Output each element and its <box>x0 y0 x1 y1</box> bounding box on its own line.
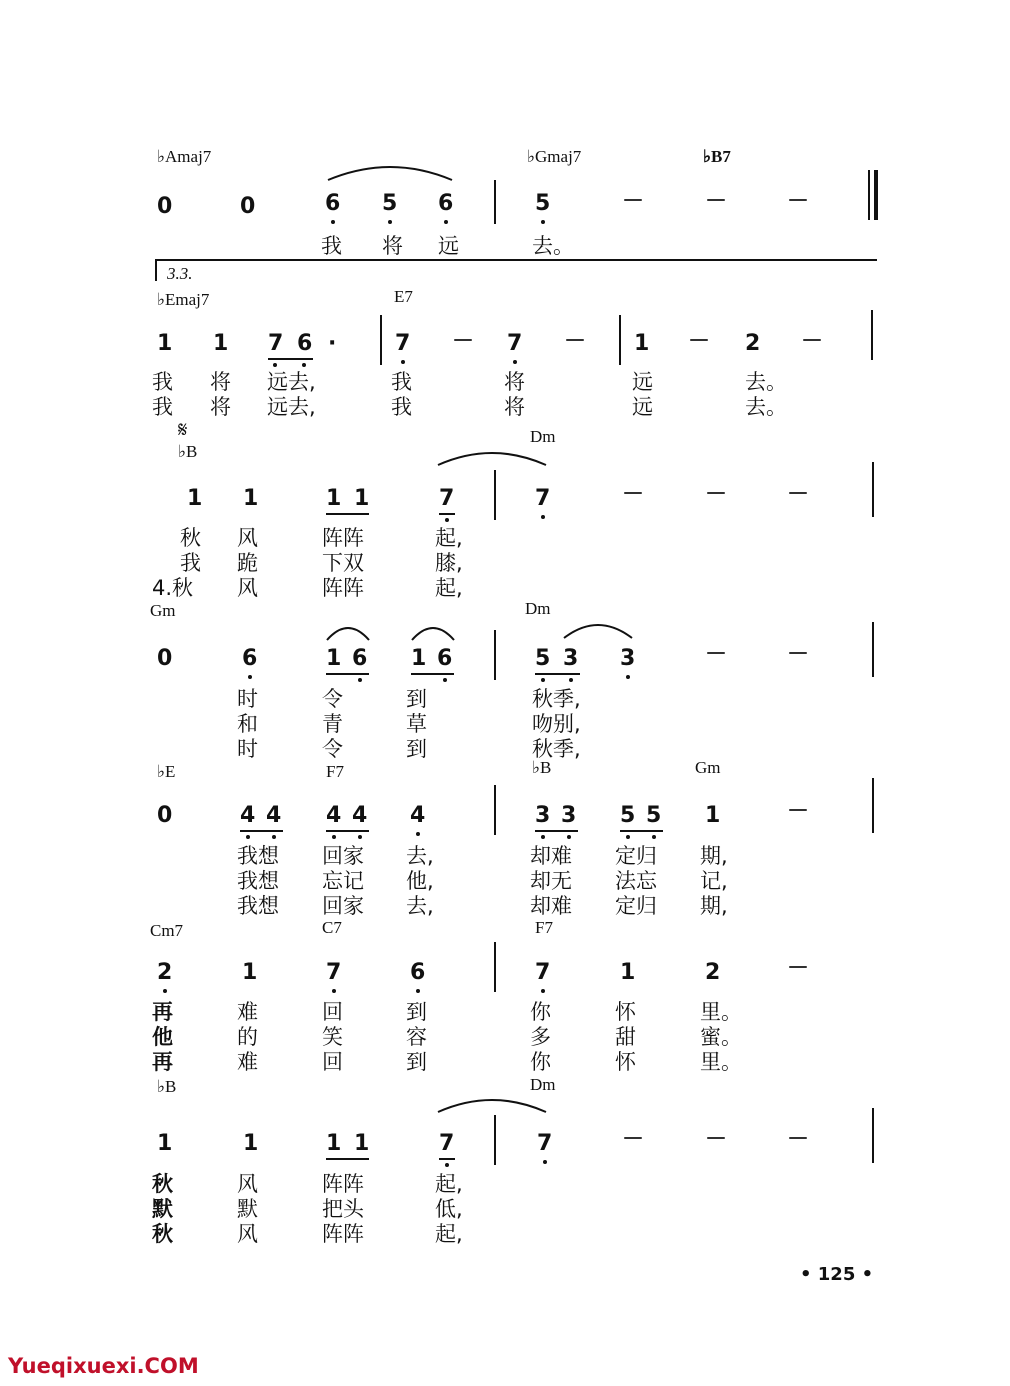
slur <box>562 618 634 640</box>
low-octave-dot <box>332 989 336 993</box>
dash: － <box>787 956 810 981</box>
lyric: 到 <box>406 1050 427 1074</box>
watermark: Yueqixuexi.COM <box>8 1354 199 1378</box>
repeat-barline <box>874 170 878 220</box>
note: 1 <box>157 331 173 356</box>
lyric: 记, <box>700 869 728 893</box>
note: 7 <box>507 331 523 356</box>
note: 6 <box>325 191 341 216</box>
low-octave-dot <box>358 678 362 682</box>
dash: － <box>564 329 587 354</box>
chord: ♭Gmaj7 <box>527 147 582 166</box>
low-octave-dot <box>246 835 250 839</box>
note: 7 <box>268 331 284 356</box>
slur <box>325 622 371 644</box>
low-octave-dot <box>543 1160 547 1164</box>
lyric: 风 <box>237 576 258 600</box>
note: 7 <box>535 960 551 985</box>
note: 1 <box>187 486 203 511</box>
page-number: • 125 • <box>800 1264 874 1285</box>
lyric: 期, <box>700 894 728 918</box>
low-octave-dot <box>358 835 362 839</box>
volta-bracket <box>155 259 157 281</box>
underline-beam <box>240 830 283 832</box>
note: 6 <box>242 646 258 671</box>
lyric: 把头 <box>322 1197 364 1221</box>
lyric: 去, <box>406 894 434 918</box>
lyric: 下双 <box>322 551 364 575</box>
low-octave-dot <box>541 220 545 224</box>
low-octave-dot <box>443 678 447 682</box>
lyric: 秋 <box>152 1172 173 1196</box>
lyric: 阵阵 <box>322 526 364 550</box>
barline <box>494 630 496 680</box>
note: 5 <box>535 191 551 216</box>
lyric: 令 <box>322 687 343 711</box>
barline <box>872 462 874 517</box>
note: 7 <box>439 1131 455 1156</box>
note: 1 <box>326 1131 342 1156</box>
underline-beam <box>620 830 663 832</box>
note: 5 <box>620 803 636 828</box>
note: 7 <box>535 486 551 511</box>
note: 1 <box>157 1131 173 1156</box>
low-octave-dot <box>541 515 545 519</box>
note: 1 <box>705 803 721 828</box>
note: 1 <box>354 486 370 511</box>
lyric: 我 <box>391 370 412 394</box>
lyric: 草 <box>406 712 427 736</box>
lyric: 起, <box>435 1222 463 1246</box>
low-octave-dot <box>248 675 252 679</box>
lyric: 去, <box>406 844 434 868</box>
note: 0 <box>157 803 173 828</box>
lyric: 笑 <box>322 1025 343 1049</box>
lyric: 我想 <box>237 869 279 893</box>
low-octave-dot <box>163 989 167 993</box>
lyric: 默 <box>152 1197 173 1221</box>
note: 2 <box>705 960 721 985</box>
lyric: 低, <box>435 1197 463 1221</box>
lyric: 秋 <box>152 1222 173 1246</box>
note: 3 <box>563 646 579 671</box>
chord: ♭Amaj7 <box>157 147 212 166</box>
lyric: 容 <box>406 1025 427 1049</box>
lyric: 多 <box>530 1025 551 1049</box>
lyric: 我想 <box>237 894 279 918</box>
dash: － <box>622 482 645 507</box>
low-octave-dot <box>388 220 392 224</box>
lyric: 我 <box>152 370 173 394</box>
lyric: 回家 <box>322 844 364 868</box>
low-octave-dot <box>444 220 448 224</box>
low-octave-dot <box>652 835 656 839</box>
chord: C7 <box>322 918 342 937</box>
low-octave-dot <box>626 835 630 839</box>
lyric: 我 <box>152 395 173 419</box>
lyric: 难 <box>237 1050 258 1074</box>
chord: Dm <box>530 1075 556 1094</box>
note: 2 <box>745 331 761 356</box>
lyric: 将 <box>504 370 525 394</box>
dash: － <box>452 329 475 354</box>
lyric: 到 <box>406 737 427 761</box>
lyric: 远去, <box>267 370 316 394</box>
low-octave-dot <box>567 835 571 839</box>
dash: － <box>801 329 824 354</box>
lyric: 风 <box>237 1172 258 1196</box>
low-octave-dot <box>332 835 336 839</box>
low-octave-dot <box>513 360 517 364</box>
low-octave-dot <box>569 678 573 682</box>
lyric: 却难 <box>530 894 572 918</box>
volta-ending: 3.3. <box>167 264 193 283</box>
note: 4 <box>240 803 256 828</box>
dash: － <box>622 189 645 214</box>
lyric: 阵阵 <box>322 1172 364 1196</box>
lyric: 却难 <box>530 844 572 868</box>
note: 6 <box>297 331 313 356</box>
note: 1 <box>411 646 427 671</box>
tie <box>436 447 548 469</box>
tie <box>436 1094 548 1116</box>
lyric: 吻别, <box>532 712 581 736</box>
lyric: 定归 <box>615 844 657 868</box>
dash: － <box>787 1127 810 1152</box>
note: 6 <box>437 646 453 671</box>
note: 4 <box>410 803 426 828</box>
barline <box>871 310 873 360</box>
lyric: 回 <box>322 1050 343 1074</box>
lyric: 秋季, <box>532 687 581 711</box>
lyric: 去。 <box>532 234 574 258</box>
lyric: 秋季, <box>532 737 581 761</box>
chord: Dm <box>525 599 551 618</box>
chord: F7 <box>326 762 344 781</box>
lyric: 再 <box>152 1000 173 1024</box>
lyric: 你 <box>530 1050 551 1074</box>
lyric: 法忘 <box>615 869 657 893</box>
lyric: 怀 <box>615 1000 636 1024</box>
note: 3 <box>535 803 551 828</box>
note: 7 <box>395 331 411 356</box>
dash: － <box>787 482 810 507</box>
underline-beam <box>439 513 455 515</box>
lyric: 回家 <box>322 894 364 918</box>
note: 6 <box>438 191 454 216</box>
lyric: 却无 <box>530 869 572 893</box>
note: 1 <box>243 486 259 511</box>
note: 3 <box>561 803 577 828</box>
chord: ♭E <box>157 762 176 781</box>
lyric: 默 <box>237 1197 258 1221</box>
barline <box>868 170 870 220</box>
low-octave-dot <box>541 989 545 993</box>
lyric: 甜 <box>615 1025 636 1049</box>
note: 6 <box>410 960 426 985</box>
chord: Gm <box>150 601 176 620</box>
lyric: 的 <box>237 1025 258 1049</box>
dash: － <box>705 1127 728 1152</box>
low-octave-dot <box>331 220 335 224</box>
low-octave-dot <box>401 360 405 364</box>
note: 7 <box>326 960 342 985</box>
underline-beam <box>411 673 454 675</box>
lyric: 4.秋 <box>152 576 194 600</box>
lyric: 蜜。 <box>700 1025 742 1049</box>
underline-beam <box>535 673 580 675</box>
note: 1 <box>213 331 229 356</box>
lyric: 将 <box>210 395 231 419</box>
note: 1 <box>243 1131 259 1156</box>
lyric: 远 <box>632 370 653 394</box>
low-octave-dot <box>445 1163 449 1167</box>
barline <box>494 942 496 992</box>
dash: － <box>705 642 728 667</box>
dash: － <box>787 189 810 214</box>
lyric: 远 <box>632 395 653 419</box>
barline <box>494 470 496 520</box>
chord: E7 <box>394 287 413 306</box>
lyric: 我 <box>180 551 201 575</box>
lyric: 跪 <box>237 551 258 575</box>
lyric: 时 <box>237 737 258 761</box>
dash: － <box>787 642 810 667</box>
chord: ♭B <box>157 1077 177 1096</box>
underline-beam <box>326 673 369 675</box>
lyric: 难 <box>237 1000 258 1024</box>
note: 5 <box>535 646 551 671</box>
lyric: 将 <box>382 234 403 258</box>
barline <box>872 778 874 833</box>
lyric: 远去, <box>267 395 316 419</box>
lyric: 风 <box>237 1222 258 1246</box>
lyric: 我想 <box>237 844 279 868</box>
note: 0 <box>157 194 173 219</box>
underline-beam <box>535 830 578 832</box>
lyric: 去。 <box>745 370 787 394</box>
chord: F7 <box>535 918 553 937</box>
lyric: 将 <box>504 395 525 419</box>
lyric: 秋 <box>180 526 201 550</box>
lyric: 青 <box>322 712 343 736</box>
dot-note: · <box>328 331 337 356</box>
slur <box>410 622 456 644</box>
low-octave-dot <box>541 678 545 682</box>
note: 0 <box>157 646 173 671</box>
low-octave-dot <box>416 989 420 993</box>
note: 1 <box>354 1131 370 1156</box>
lyric: 去。 <box>745 395 787 419</box>
lyric: 膝, <box>435 551 463 575</box>
underline-beam <box>439 1158 455 1160</box>
segno-icon: 𝄋 <box>178 418 188 443</box>
underline-beam <box>268 358 313 360</box>
chord: Dm <box>530 427 556 446</box>
lyric: 时 <box>237 687 258 711</box>
dash: － <box>705 189 728 214</box>
note: 1 <box>326 646 342 671</box>
note: 1 <box>634 331 650 356</box>
lyric: 他 <box>152 1025 173 1049</box>
chord: Cm7 <box>150 921 184 940</box>
lyric: 回 <box>322 1000 343 1024</box>
lyric: 怀 <box>615 1050 636 1074</box>
note: 2 <box>157 960 173 985</box>
note: 6 <box>352 646 368 671</box>
dash: － <box>688 329 711 354</box>
lyric: 远 <box>438 234 459 258</box>
lyric: 令 <box>322 737 343 761</box>
barline <box>872 1108 874 1163</box>
lyric: 忘记 <box>322 869 364 893</box>
chord: ♭B7 <box>703 147 731 166</box>
note: 1 <box>620 960 636 985</box>
note: 3 <box>620 646 636 671</box>
low-octave-dot <box>416 832 420 836</box>
lyric: 将 <box>210 370 231 394</box>
lyric: 再 <box>152 1050 173 1074</box>
note: 4 <box>352 803 368 828</box>
slur <box>325 160 455 182</box>
barline <box>872 622 874 677</box>
low-octave-dot <box>272 835 276 839</box>
barline <box>494 180 496 224</box>
lyric: 定归 <box>615 894 657 918</box>
note: 7 <box>439 486 455 511</box>
dash: － <box>787 799 810 824</box>
note: 5 <box>382 191 398 216</box>
chord: ♭B <box>178 442 198 461</box>
lyric: 你 <box>530 1000 551 1024</box>
barline <box>380 315 382 365</box>
underline-beam <box>326 1158 369 1160</box>
underline-beam <box>326 830 369 832</box>
lyric: 风 <box>237 526 258 550</box>
note: 5 <box>646 803 662 828</box>
note: 4 <box>326 803 342 828</box>
lyric: 他, <box>406 869 434 893</box>
lyric: 期, <box>700 844 728 868</box>
chord: ♭B <box>532 758 552 777</box>
note: 1 <box>242 960 258 985</box>
low-octave-dot <box>541 835 545 839</box>
underline-beam <box>326 513 369 515</box>
dash: － <box>622 1127 645 1152</box>
lyric: 里。 <box>700 1000 742 1024</box>
barline <box>494 785 496 835</box>
dash: － <box>705 482 728 507</box>
lyric: 到 <box>406 687 427 711</box>
note: 0 <box>240 194 256 219</box>
note: 7 <box>537 1131 553 1156</box>
lyric: 到 <box>406 1000 427 1024</box>
barline <box>494 1115 496 1165</box>
lyric: 里。 <box>700 1050 742 1074</box>
chord: ♭Emaj7 <box>157 290 210 309</box>
lyric: 阵阵 <box>322 1222 364 1246</box>
lyric: 起, <box>435 526 463 550</box>
note: 4 <box>266 803 282 828</box>
lyric: 阵阵 <box>322 576 364 600</box>
lyric: 我 <box>321 234 342 258</box>
chord: Gm <box>695 758 721 777</box>
lyric: 和 <box>237 712 258 736</box>
lyric: 起, <box>435 576 463 600</box>
barline <box>619 315 621 365</box>
volta-line <box>155 259 877 261</box>
lyric: 起, <box>435 1172 463 1196</box>
low-octave-dot <box>626 675 630 679</box>
note: 1 <box>326 486 342 511</box>
lyric: 我 <box>391 395 412 419</box>
